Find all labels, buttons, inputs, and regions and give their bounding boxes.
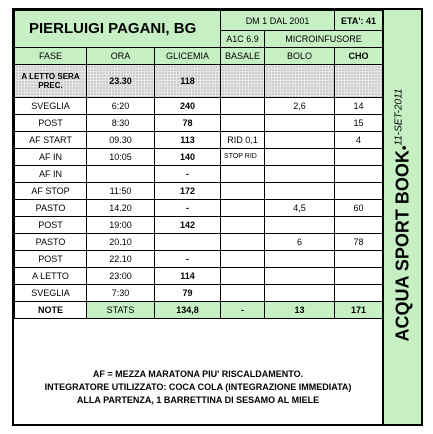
prev-evening-basale (221, 65, 265, 98)
cell-glicemia: 142 (155, 217, 221, 234)
cell-fase: SVEGLIA (15, 98, 87, 115)
cell-ora: 23:00 (87, 268, 155, 285)
cell-bolo (265, 149, 335, 166)
device-label: MICROINFUSORE (265, 31, 383, 48)
cell-ora: 6:20 (87, 98, 155, 115)
cell-cho: 60 (335, 200, 383, 217)
cell-glicemia: 114 (155, 268, 221, 285)
age-label: ETA': 41 (335, 11, 383, 31)
prev-evening-bolo (265, 65, 335, 98)
stats-glicemia: 134,8 (155, 302, 221, 319)
col-fase: FASE (15, 48, 87, 65)
cell-bolo: 6 (265, 234, 335, 251)
col-cho: CHO (335, 48, 383, 65)
cell-fase: AF START (15, 132, 87, 149)
cell-ora (87, 166, 155, 183)
athlete-name: PIERLUIGI PAGANI, BG (15, 11, 221, 48)
table-row (15, 183, 383, 200)
prev-evening-ora: 23.30 (87, 65, 155, 98)
cell-fase: POST (15, 217, 87, 234)
table-row (15, 132, 383, 149)
cell-glicemia: 240 (155, 98, 221, 115)
cell-ora: 20.10 (87, 234, 155, 251)
prev-evening-fase: A LETTO SERA PREC. (15, 65, 87, 98)
prev-evening-cho (335, 65, 383, 98)
prev-evening-glicemia: 118 (155, 65, 221, 98)
cell-basale: STOP RID (221, 149, 265, 166)
cell-basale (221, 234, 265, 251)
cell-bolo (265, 251, 335, 268)
table-row (15, 115, 383, 132)
cell-fase: PASTO (15, 234, 87, 251)
cell-basale (221, 98, 265, 115)
table-row (15, 285, 383, 302)
cell-basale (221, 166, 265, 183)
col-glicemia: GLICEMIA (155, 48, 221, 65)
cell-basale (221, 251, 265, 268)
brand-label (393, 89, 414, 342)
note-label: NOTE (15, 302, 87, 319)
diagnosis-label: DM 1 DAL 2001 (221, 11, 335, 31)
logbook-sheet (12, 8, 423, 426)
cell-cho (335, 149, 383, 166)
cell-bolo (265, 268, 335, 285)
cell-basale (221, 268, 265, 285)
brand-sidebar (382, 10, 421, 424)
cell-bolo (265, 285, 335, 302)
cell-fase: POST (15, 251, 87, 268)
bullet-icon: • (396, 145, 412, 151)
notes-section (14, 352, 382, 424)
cell-bolo (265, 217, 335, 234)
cell-glicemia: 113 (155, 132, 221, 149)
cell-bolo (265, 166, 335, 183)
cell-glicemia: - (155, 200, 221, 217)
cell-glicemia: 172 (155, 183, 221, 200)
cell-ora: 7:30 (87, 285, 155, 302)
col-basale: BASALE (221, 48, 265, 65)
cell-ora: 19:00 (87, 217, 155, 234)
table-row (15, 200, 383, 217)
cell-glicemia: - (155, 166, 221, 183)
cell-basale (221, 217, 265, 234)
cell-cho: 15 (335, 115, 383, 132)
cell-ora: 10:05 (87, 149, 155, 166)
cell-cho (335, 217, 383, 234)
cell-basale (221, 285, 265, 302)
glycemia-table (14, 10, 382, 352)
table-row (15, 268, 383, 285)
cell-fase: POST (15, 115, 87, 132)
note-line: ALLA PARTENZA, 1 BARRETTINA DI SESAMO AL MIELE (76, 395, 320, 405)
cell-cho (335, 268, 383, 285)
column-header-row (15, 48, 383, 65)
col-bolo: BOLO (265, 48, 335, 65)
table-row (15, 251, 383, 268)
cell-glicemia: 140 (155, 149, 221, 166)
stats-basale: - (221, 302, 265, 319)
cell-cho (335, 183, 383, 200)
table-row (15, 234, 383, 251)
cell-ora: 09.30 (87, 132, 155, 149)
cell-bolo: 2,6 (265, 98, 335, 115)
brand-date: 11-SET-2011 (393, 88, 405, 146)
cell-cho: 78 (335, 234, 383, 251)
cell-glicemia (155, 234, 221, 251)
cell-fase: AF STOP (15, 183, 87, 200)
prev-evening-row (15, 65, 383, 98)
cell-glicemia: 79 (155, 285, 221, 302)
table-row (15, 217, 383, 234)
cell-ora: 11:50 (87, 183, 155, 200)
cell-cho: 4 (335, 132, 383, 149)
note-line: AF = MEZZA MARATONA PIU' RISCALDAMENTO. (92, 369, 304, 379)
cell-fase: A LETTO (15, 268, 87, 285)
cell-ora: 14.20 (87, 200, 155, 217)
cell-bolo (265, 115, 335, 132)
table-row (15, 149, 383, 166)
note-line: INTEGRATORE UTILIZZATO: COCA COLA (INTEGRAZIONE IMMEDIATA) (44, 382, 352, 392)
a1c-label: A1C 6.9 (221, 31, 265, 48)
cell-basale (221, 115, 265, 132)
cell-cho (335, 166, 383, 183)
stats-label: STATS (87, 302, 155, 319)
cell-glicemia: 78 (155, 115, 221, 132)
cell-bolo (265, 132, 335, 149)
cell-basale: RID 0,1 (221, 132, 265, 149)
stats-cho: 171 (335, 302, 383, 319)
cell-cho: 14 (335, 98, 383, 115)
cell-bolo: 4,5 (265, 200, 335, 217)
col-ora: ORA (87, 48, 155, 65)
cell-fase: SVEGLIA (15, 285, 87, 302)
cell-fase: PASTO (15, 200, 87, 217)
cell-ora: 22.10 (87, 251, 155, 268)
cell-ora: 8:30 (87, 115, 155, 132)
table-row (15, 98, 383, 115)
cell-basale (221, 183, 265, 200)
cell-glicemia: - (155, 251, 221, 268)
cell-fase: AF IN (15, 149, 87, 166)
cell-cho (335, 285, 383, 302)
cell-cho (335, 251, 383, 268)
cell-bolo (265, 183, 335, 200)
brand-name: ACQUA SPORT BOOK (392, 150, 413, 342)
cell-fase: AF IN (15, 166, 87, 183)
stats-bolo: 13 (265, 302, 335, 319)
totals-row (15, 302, 383, 319)
cell-basale (221, 200, 265, 217)
table-row (15, 166, 383, 183)
